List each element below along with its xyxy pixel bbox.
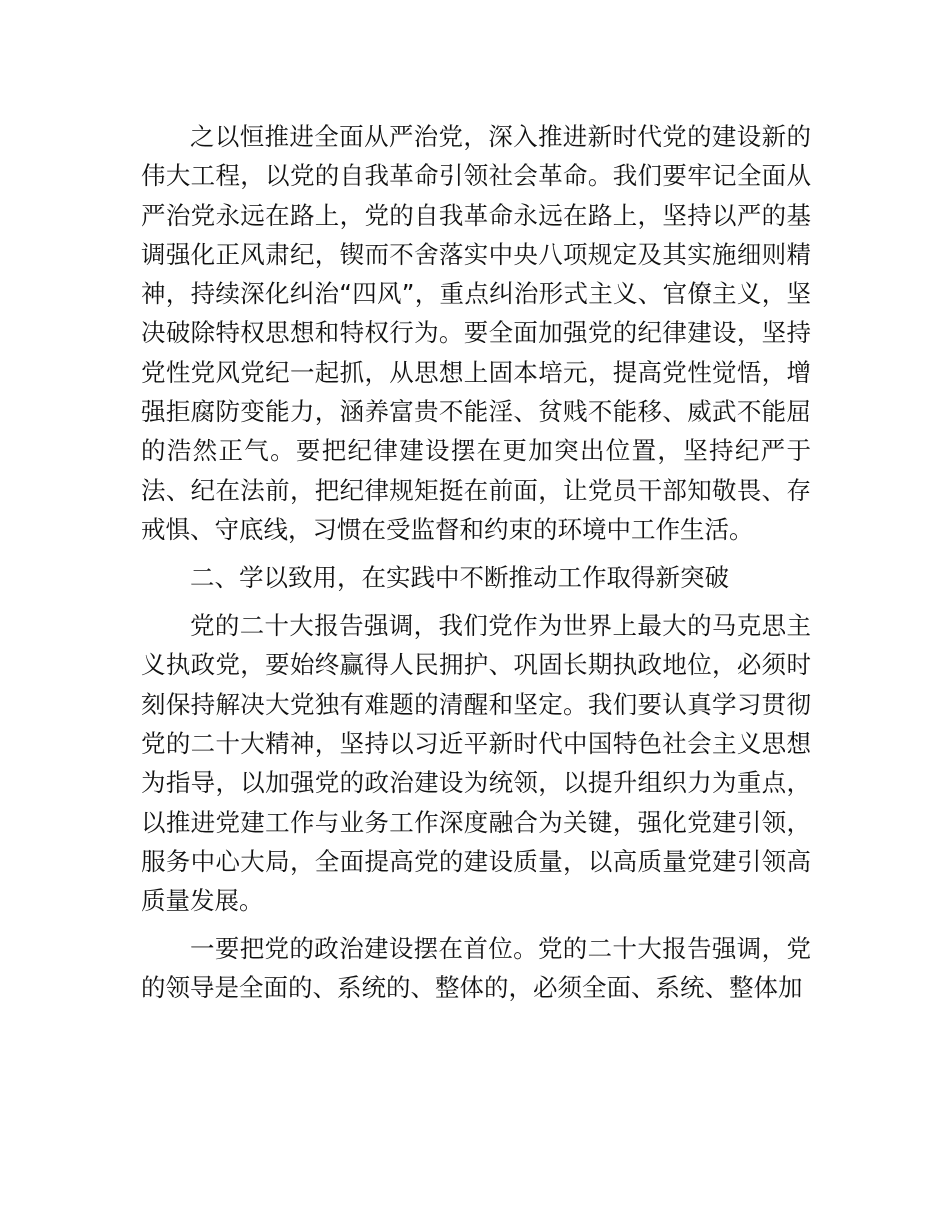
section-heading: 二、学以致用，在实践中不断推动工作取得新突破 [190,562,729,592]
document-page [141,117,811,1016]
body-paragraph-2: 党的二十大报告强调，我们党作为世界上最大的马克思主义执政党，要始终赢得人民拥护、巩固长期执政地位，必须时刻保持解决大党独有难题的清醒和坚定。我们要认真学习贯彻党的二十大精神，坚持以习近平新时代中国特色社会主义思想为指导，以加强党的政治建设为统领，以提升组织力为重点，以推进党建工作与业务工作深度融合为关键，强化党建引领，服务中心大局，全面提高党的建设质量，以高质量党建引领高质量发展。 [141,611,811,916]
body-paragraph-1: 之以恒推进全面从严治党，深入推进新时代党的建设新的伟大工程，以党的自我革命引领社会革命。我们要牢记全面从严治党永远在路上，党的自我革命永远在路上，坚持以严的基调强化正风肃纪，锲而不舍落实中央八项规定及其实施细则精神，持续深化纠治“四风”，重点纠治形式主义、官僚主义，坚决破除特权思想和特权行为。要全面加强党的纪律建设，坚持党性党风党纪一起抓，从思想上固本培元，提高党性觉悟，增强拒腐防变能力，涵养富贵不能淫、贫贱不能移、威武不能屈的浩然正气。要把纪律建设摆在更加突出位置，坚持纪严于法、纪在法前，把纪律规矩挺在前面，让党员干部知敬畏、存戒惧、守底线，习惯在受监督和约束的环境中工作生活。 [141,122,811,544]
body-paragraph-3: 一要把党的政治建设摆在首位。党的二十大报告强调，党的领导是全面的、系统的、整体的，必须全面、系统、整体加 [141,933,811,1003]
